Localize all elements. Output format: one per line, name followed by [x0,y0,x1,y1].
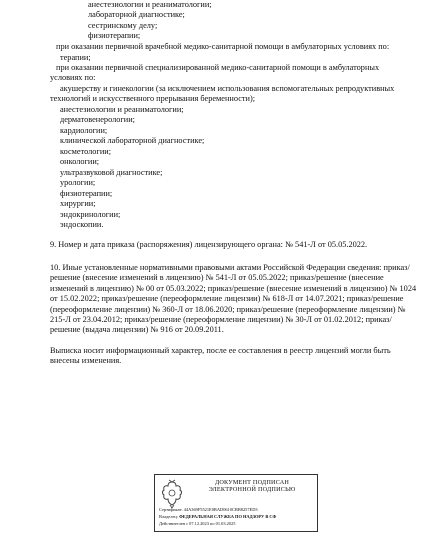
text-line: при оказании первичной врачебной медико-санитарной помощи в амбулаторных условиях по: [56,42,390,51]
certificate-label: Сертификат: [159,507,183,512]
electronic-signature-stamp [154,474,318,532]
disclaimer-paragraph: Выписка носит информационный характер, после ее составления в реестр лицензий могли быть внесены изменения. [50,346,391,366]
text-line: технологий и искусственного прерывания беременности); [50,94,256,103]
owner-line [159,514,315,519]
text-line: урологии; [60,178,96,187]
signature-title [191,479,313,494]
text-line: хирургии; [60,199,96,208]
text-line: анестезиологии и реаниматологии; [60,105,184,114]
text-line: терапии; [60,53,91,62]
signature-title-line: ДОКУМЕНТ ПОДПИСАН [214,479,290,486]
text-line: эндоскопии. [60,220,104,229]
text-line: дерматовенерологии; [60,115,135,124]
signature-title-line: ЭЛЕКТРОННОЙ ПОДПИСЬЮ [208,486,296,494]
coat-of-arms-icon [159,479,185,509]
text-line: онкологии; [60,157,100,166]
validity-line: Действителен с 07.12.2023 по 01.03.2025 [159,521,236,526]
text-line: физиотерапии; [60,189,113,198]
text-line: эндокринологии; [60,210,121,219]
text-line: условиях по: [50,73,96,82]
other-info-paragraph: 10. Иные установленные нормативными правовыми актами Российской Федерации сведения: приказ/решение (внесение изменений в лицензию) № 541-Л от 05.05.2022; приказ/решение (внесение изменений в лицензию) № 00 от 05.03.2022; приказ/решение (внесение изменений в лицензию) № 1024 от 15.02.2022; приказ/решение (переоформление лицензии) № 618-Л от 14.07.2021; приказ/решение (переоформление лицензии) № 360-Л от 18.06.2020; приказ/решение (переоформление лицензии) № 215-Л от 23.04.2012; приказ/решение (переоформление лицензии) № 30-Л от 01.02.2012; приказ/решение (выдача лицензии) № 916 от 20.09.2011. [50,263,417,335]
text-line: косметологии; [60,147,112,156]
text-line: сестринскому делу; [88,21,158,30]
owner-value: ФЕДЕРАЛЬНАЯ СЛУЖБА ПО НАДЗОРУ В СФ [179,514,277,519]
text-line: клинической лабораторной диагностике; [60,136,205,145]
text-line: акушерству и гинекологии (за исключением использования вспомогательных репродуктивных [60,84,395,93]
text-line: при оказании первичной специализированной медико-санитарной помощи в амбулаторных [56,63,380,72]
text-line: кардиологии; [60,126,108,135]
owner-label: Владелец: [159,514,178,519]
text-line: физиотерапии; [88,31,141,40]
order-number-paragraph: 9. Номер и дата приказа (распоряжения) лицензирующего органа: № 541-Л от 05.05.2022. [50,240,368,249]
certificate-value: 44A369F5521E0BAD0610CBB8257ED3 [183,507,258,512]
text-line: лабораторной диагностике; [88,10,185,19]
text-line: ультразвуковой диагностике; [60,168,163,177]
certificate-line [159,507,315,512]
text-line: анестезиологии и реаниматологии; [88,0,212,9]
